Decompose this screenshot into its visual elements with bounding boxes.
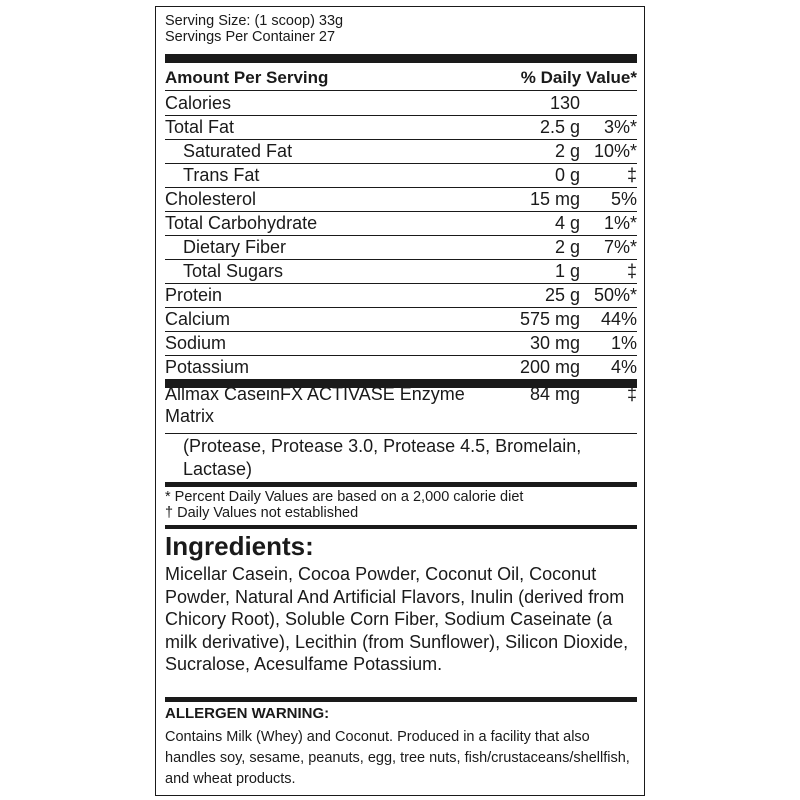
nutrient-dv: 50%* bbox=[593, 285, 637, 305]
nutrient-amount: 130 bbox=[549, 93, 580, 113]
nutrient-name: Total Fat bbox=[165, 117, 235, 137]
nutrient-amount: 4 g bbox=[554, 213, 580, 233]
nutrient-dv: ‡ bbox=[626, 165, 637, 185]
nutrient-name: Trans Fat bbox=[183, 165, 260, 185]
amount-per-serving-label: Amount Per Serving bbox=[165, 68, 329, 87]
nutrient-row-trans-fat bbox=[165, 163, 637, 188]
nutrient-row-total-fat bbox=[165, 115, 637, 140]
nutrient-name: Protein bbox=[165, 285, 223, 305]
nutrient-name: Total Carbohydrate bbox=[165, 213, 318, 233]
nutrient-name: Total Sugars bbox=[183, 261, 284, 281]
nutrient-name: Sodium bbox=[165, 333, 227, 353]
nutrient-dv: 1%* bbox=[603, 213, 637, 233]
nutrient-amount: 1 g bbox=[554, 261, 580, 281]
footnote-percent: * Percent Daily Values are based on a 2,000 calorie diet bbox=[165, 489, 524, 505]
thick-divider bbox=[165, 54, 637, 63]
nutrient-row-sodium bbox=[165, 331, 637, 356]
nutrient-amount: 2 g bbox=[554, 237, 580, 257]
nutrient-amount: 200 mg bbox=[519, 357, 580, 377]
nutrient-row-dietary-fiber bbox=[165, 235, 637, 260]
nutrient-amount: 30 mg bbox=[529, 333, 580, 353]
thick-divider bbox=[165, 697, 637, 702]
nutrient-amount: 15 mg bbox=[529, 189, 580, 209]
nutrient-dv: 1% bbox=[610, 333, 637, 353]
nutrient-dv: 44% bbox=[600, 309, 637, 329]
nutrient-name: Saturated Fat bbox=[183, 141, 293, 161]
nutrient-amount: 2 g bbox=[554, 141, 580, 161]
nutrient-name: Calcium bbox=[165, 309, 231, 329]
serving-info bbox=[165, 13, 343, 45]
panel-content bbox=[165, 7, 637, 795]
daily-value-label: % Daily Value* bbox=[520, 68, 637, 87]
servings-per-container: Servings Per Container 27 bbox=[165, 29, 336, 45]
nutrient-dv: ‡ bbox=[626, 261, 637, 281]
nutrient-row-total-sugars bbox=[165, 259, 637, 284]
nutrient-dv: 4% bbox=[610, 357, 637, 377]
nutrient-row-calories bbox=[165, 91, 637, 116]
nutrient-amount: 0 g bbox=[554, 165, 580, 185]
thick-divider bbox=[165, 525, 637, 529]
nutrient-row-calcium bbox=[165, 307, 637, 332]
allergen-warning-text: Contains Milk (Whey) and Coconut. Produced in a facility that also handles soy, sesame, peanuts, egg, tree nuts, fish/crustaceans/shellfish, and wheat products. bbox=[165, 729, 630, 787]
nutrient-amount: 25 g bbox=[544, 285, 580, 305]
nutrient-name: Potassium bbox=[165, 357, 250, 377]
nutrient-dv: 3%* bbox=[603, 117, 637, 137]
thick-divider bbox=[165, 482, 637, 487]
column-header-row bbox=[165, 66, 637, 91]
nutrient-dv: 7%* bbox=[603, 237, 637, 257]
blend-amount: 84 mg bbox=[529, 384, 580, 404]
blend-name: Allmax CaseinFX ACTIVASE Enzyme Matrix bbox=[165, 384, 465, 426]
serving-size: Serving Size: (1 scoop) 33g bbox=[165, 13, 344, 29]
ingredients-title: Ingredients: bbox=[165, 531, 314, 561]
nutrient-amount: 575 mg bbox=[519, 309, 580, 329]
nutrient-row-saturated-fat bbox=[165, 139, 637, 164]
nutrient-row-total-carbohydrate bbox=[165, 211, 637, 236]
ingredients-text: Micellar Casein, Cocoa Powder, Coconut Oil, Coconut Powder, Natural And Artificial Flavors, Inulin (derived from Chicory Root), Soluble Corn Fiber, Sodium Caseinate (a milk derivative), Lecithin (from Sunflower), Silicon Dioxide, Sucralose, Acesulfame Potassium. bbox=[165, 564, 629, 674]
nutrient-dv: 10%* bbox=[593, 141, 637, 161]
nutrient-row-cholesterol bbox=[165, 187, 637, 212]
nutrition-facts-panel bbox=[155, 6, 645, 796]
nutrient-row-potassium bbox=[165, 355, 637, 379]
nutrient-name: Calories bbox=[165, 93, 232, 113]
nutrient-dv: 5% bbox=[610, 189, 637, 209]
nutrient-name: Dietary Fiber bbox=[183, 237, 287, 257]
nutrient-amount: 2.5 g bbox=[539, 117, 580, 137]
nutrient-name: Cholesterol bbox=[165, 189, 257, 209]
blend-dv: ‡ bbox=[626, 384, 637, 404]
blend-components: (Protease, Protease 3.0, Protease 4.5, Bromelain, Lactase) bbox=[183, 436, 582, 479]
allergen-warning-title: ALLERGEN WARNING: bbox=[165, 705, 330, 722]
divider bbox=[165, 433, 637, 434]
footnotes bbox=[165, 489, 523, 521]
footnote-not-established: † Daily Values not established bbox=[165, 505, 359, 521]
nutrient-row-protein bbox=[165, 283, 637, 308]
